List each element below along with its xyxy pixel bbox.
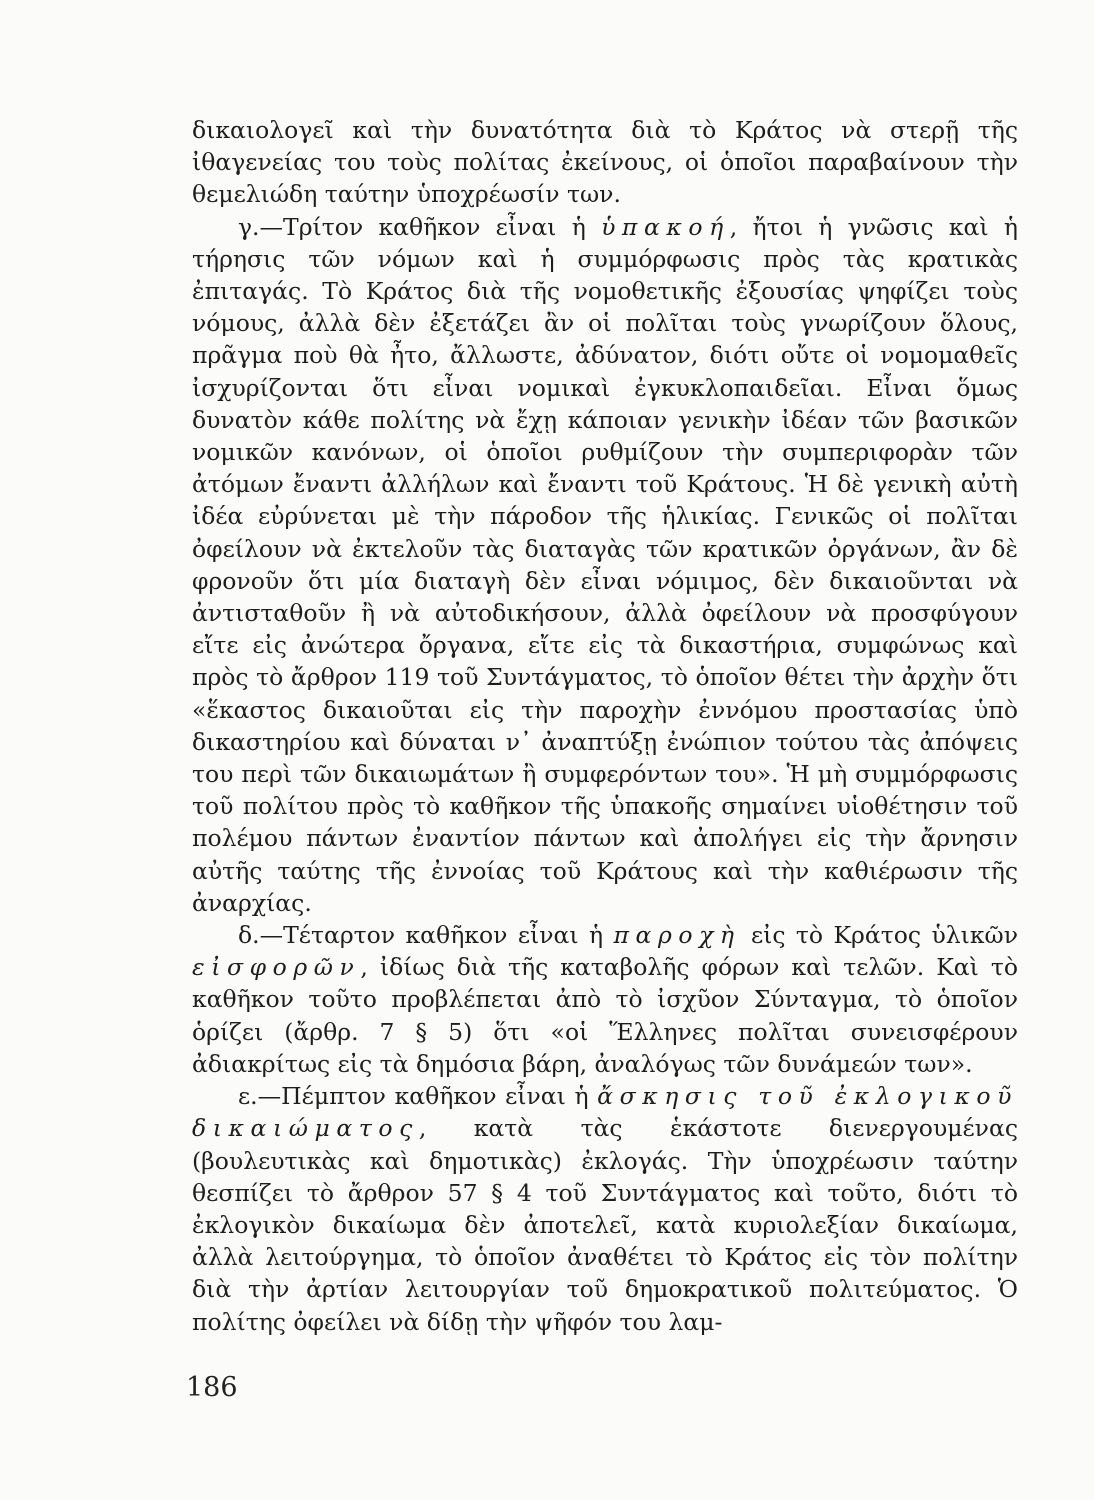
paragraph-text: δ.—Τέταρτον καθῆκον εἶναι ἡ	[238, 921, 614, 950]
paragraph-text: , κατὰ τὰς ἑκάστοτε διενεργουμένας (βουλευτικὰς καὶ δημοτικὰς) ἐκλογάς. Τὴν ὑποχρέωσιν ταύτην θεσπίζει τὸ ἄρθρον 57 § 4 τοῦ Συντάγματος καὶ τοῦτο, διότι τὸ ἐκλογικὸν δικαίωμα δὲν ἀποτελεῖ, κατὰ κυριολεξίαν δικαίωμα, ἀλλὰ λειτούργημα, τὸ ὁποῖον ἀναθέτει τὸ Κράτος εἰς τὸν πολίτην διὰ τὴν ἀρτίαν λειτουργίαν τοῦ δημοκρατικοῦ πολιτεύματος. Ὁ πολίτης ὀφείλει νὰ δίδῃ τὴν ψῆφόν του λαμ-	[192, 1114, 1018, 1336]
emphasized-term: εἰσφορῶν	[192, 953, 361, 982]
paragraph-text: δικαιολογεῖ καὶ τὴν δυνατότητα διὰ τὸ Κράτος νὰ στερῇ τῆς ἰθαγενείας του τοὺς πολίτας ἐκείνους, οἱ ὁποῖοι παραβαίνουν τὴν θεμελιώδη ταύτην ὑποχρέωσίν των.	[192, 116, 1018, 209]
paragraph-text: γ.—Τρίτον καθῆκον εἶναι ἡ	[238, 212, 602, 241]
paragraph-gamma-obedience	[192, 211, 1018, 919]
page-number: 186	[186, 1372, 238, 1403]
paragraph-delta-contributions	[192, 919, 1018, 1080]
paragraph-text: ε.—Πέμπτον καθῆκον εἶναι ἡ	[238, 1082, 598, 1111]
emphasized-term: ἄσκησις τοῦ ἐκλογικοῦ δικαιώματος	[192, 1082, 1018, 1143]
emphasized-term: παροχὴ	[613, 921, 741, 950]
paragraph-text: εἰς τὸ Κράτος ὑλικῶν	[740, 921, 1018, 950]
paragraph-continuation	[192, 114, 1018, 211]
paragraph-text: , ἤτοι ἡ γνῶσις καὶ ἡ τήρησις τῶν νόμων καὶ ἡ συμμόρφωσις πρὸς τὰς κρατικὰς ἐπιταγάς. Τὸ Κράτος διὰ τῆς νομοθετικῆς ἐξουσίας ψηφίζει τοὺς νόμους, ἀλλὰ δὲν ἐξετάζει ἂν οἱ πολῖται τοὺς γνωρίζουν ὅλους, πρᾶγμα ποὺ θὰ ἦτο, ἄλλωστε, ἀδύνατον, διότι οὔτε οἱ νομομαθεῖς ἰσχυρίζονται ὅτι εἶναι νομικαὶ ἐγκυκλοπαιδεῖαι. Εἶναι ὅμως δυνατὸν κάθε πολίτης νὰ ἔχῃ κάποιαν γενικὴν ἰδέαν τῶν βασικῶν νομικῶν κανόνων, οἱ ὁποῖοι ρυθμίζουν τὴν συμπεριφορὰν τῶν ἀτόμων ἔναντι ἀλλήλων καὶ ἔναντι τοῦ Κράτους. Ἡ δὲ γενικὴ αὐτὴ ἰδέα εὐρύνεται μὲ τὴν πάροδον τῆς ἡλικίας. Γενικῶς οἱ πολῖται ὀφείλουν νὰ ἐκτελοῦν τὰς διαταγὰς τῶν κρατικῶν ὀργάνων, ἂν δὲ φρονοῦν ὅτι μία διαταγὴ δὲν εἶναι νόμιμος, δὲν δικαιοῦνται νὰ ἀντισταθοῦν ἢ νὰ αὐτοδικήσουν, ἀλλὰ ὀφείλουν νὰ προσφύγουν εἴτε εἰς ἀνώτερα ὄργανα, εἴτε εἰς τὰ δικαστήρια, συμφώνως καὶ πρὸς τὸ ἄρθρον 119 τοῦ Συντάγματος, τὸ ὁποῖον θέτει τὴν ἀρχὴν ὅτι «ἕκαστος δικαιοῦται εἰς τὴν παροχὴν ἐννόμου προστασίας ὑπὸ δικαστηρίου καὶ δύναται ν᾿ ἀναπτύξῃ ἐνώπιον τούτου τὰς ἀπόψεις του περὶ τῶν δικαιωμάτων ἢ συμφερόντων του». Ἡ μὴ συμμόρφωσις τοῦ πολίτου πρὸς τὸ καθῆκον τῆς ὑπακοῆς σημαίνει υἱοθέτησιν τοῦ πολέμου πάντων ἐναντίον πάντων καὶ ἀπολήγει εἰς τὴν ἄρνησιν αὐτῆς ταύτης τῆς ἐννοίας τοῦ Κράτους καὶ τὴν καθιέρωσιν τῆς ἀναρχίας.	[192, 212, 1018, 917]
emphasized-term: ὑπακοή	[601, 212, 730, 241]
paragraph-text: , ἰδίως διὰ τῆς καταβολῆς φόρων καὶ τελῶν. Καὶ τὸ καθῆκον τοῦτο προβλέπεται ἀπὸ τὸ ἰσχῦον Σύνταγμα, τὸ ὁποῖον ὁρίζει (ἄρθρ. 7 § 5) ὅτι «οἱ Ἕλληνες πολῖται συνεισφέρουν ἀδιακρίτως εἰς τὰ δημόσια βάρη, ἀναλόγως τῶν δυνάμεών των».	[192, 953, 1018, 1078]
page-body	[192, 114, 1018, 1338]
paragraph-epsilon-voting	[192, 1080, 1018, 1338]
